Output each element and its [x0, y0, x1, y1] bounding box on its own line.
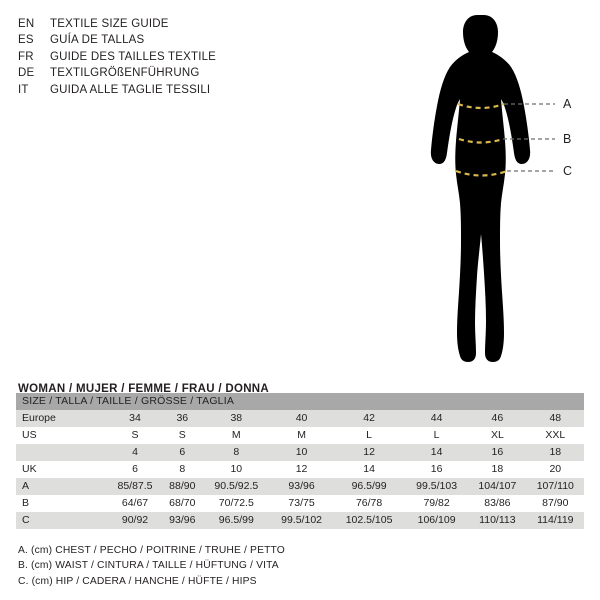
row-cell: 68/70 [169, 497, 196, 509]
language-row-de [18, 65, 348, 81]
body-silhouette-icon [431, 15, 530, 362]
row-cell: 114/119 [537, 514, 574, 526]
row-cell: 73/75 [288, 497, 315, 509]
language-row-en [18, 16, 348, 32]
language-title: TEXTILGRÖßENFÜHRUNG [50, 67, 200, 80]
row-cell: 110/113 [479, 514, 516, 526]
row-cell: 44 [430, 412, 443, 424]
size-table [16, 393, 584, 529]
row-cell: 85/87.5 [117, 480, 153, 492]
row-cell: 96.5/99 [351, 480, 387, 492]
marker-label-a: A [563, 97, 572, 111]
row-label [16, 444, 108, 461]
table-header-label: SIZE / TALLA / TAILLE / GRÖSSE / TAGLIA [22, 395, 235, 407]
row-cell: 48 [549, 412, 562, 424]
row-cell: 8 [179, 463, 186, 475]
language-code: EN [18, 18, 35, 30]
row-cell: 8 [233, 446, 240, 458]
row-cell: XXL [545, 429, 566, 441]
row-cell: 14 [363, 463, 375, 475]
row-cell: M [231, 429, 241, 441]
language-row-it [18, 82, 348, 98]
note-chest: A. (cm) CHEST / PECHO / POITRINE / TRUHE / PETTO [18, 545, 285, 556]
row-cell: 18 [549, 446, 562, 458]
size-table-wrapper [16, 393, 584, 529]
row-cell: 99.5/102 [281, 514, 322, 526]
table-row [16, 444, 584, 461]
row-cell: 42 [363, 412, 375, 424]
row-cell: 46 [491, 412, 504, 424]
note-waist: B. (cm) WAIST / CINTURA / TAILLE / HÜFTUNG / VITA [18, 560, 279, 572]
row-cell: 93/96 [169, 514, 196, 526]
female-silhouette-figure [400, 8, 590, 373]
row-label: Europe [22, 412, 56, 424]
row-cell: 12 [295, 463, 308, 475]
row-cell: 10 [230, 463, 243, 475]
row-cell: 106/109 [417, 514, 456, 526]
language-title: TEXTILE SIZE GUIDE [50, 18, 169, 30]
row-cell: 104/107 [478, 480, 517, 492]
row-cell: 14 [430, 446, 443, 458]
row-label: A [22, 480, 30, 492]
language-title: GUÍA DE TALLAS [50, 34, 145, 47]
row-cell: 16 [430, 463, 443, 475]
table-row [16, 495, 584, 512]
language-row-es [18, 32, 348, 48]
table-row [16, 461, 584, 478]
row-cell: 36 [176, 412, 189, 424]
language-title: GUIDE DES TAILLES TEXTILE [50, 50, 217, 63]
row-cell: L [433, 429, 440, 441]
row-cell: 96.5/99 [218, 514, 254, 526]
table-row [16, 410, 584, 427]
row-cell: 20 [549, 463, 562, 475]
row-cell: 83/86 [484, 497, 511, 509]
table-row [16, 427, 584, 444]
language-row-fr [18, 49, 348, 65]
row-cell: 93/96 [288, 480, 315, 492]
row-cell: S [131, 429, 139, 441]
row-cell: 64/67 [121, 497, 149, 509]
row-cell: 102.5/105 [345, 514, 393, 526]
row-cell: 4 [132, 446, 138, 458]
row-cell: 38 [230, 412, 243, 424]
row-cell: 90.5/92.5 [214, 480, 259, 492]
row-cell: 34 [129, 412, 141, 424]
row-cell: 40 [295, 412, 308, 424]
row-cell: S [178, 429, 186, 441]
marker-label-c: C [563, 164, 573, 178]
row-cell: XL [490, 429, 504, 441]
row-cell: 70/72.5 [218, 497, 254, 509]
language-code: IT [18, 83, 29, 96]
note-hip: C. (cm) HIP / CADERA / HANCHE / HÜFTE / HIPS [18, 575, 257, 587]
language-list [18, 16, 348, 98]
language-code: FR [18, 50, 34, 63]
row-cell: 12 [363, 446, 375, 458]
row-cell: 10 [295, 446, 308, 458]
row-cell: 99.5/103 [416, 480, 458, 492]
measurement-notes [18, 543, 285, 589]
marker-label-b: B [563, 132, 572, 146]
row-label: B [22, 497, 30, 509]
row-cell: 87/90 [542, 497, 569, 509]
table-row [16, 512, 584, 529]
row-cell: 6 [132, 463, 138, 475]
row-label: US [22, 429, 37, 441]
row-cell: 6 [179, 446, 186, 458]
language-code: ES [18, 34, 34, 47]
language-code: DE [18, 67, 35, 80]
row-cell: 16 [491, 446, 504, 458]
row-label: C [22, 514, 30, 526]
row-cell: 76/78 [355, 497, 383, 509]
row-cell: 79/82 [423, 497, 450, 509]
section-heading: WOMAN / MUJER / FEMME / FRAU / DONNA [18, 383, 270, 395]
row-cell: L [366, 429, 372, 441]
row-cell: 88/90 [169, 480, 196, 492]
row-cell: M [297, 429, 306, 441]
row-label: UK [22, 463, 37, 475]
table-header-row [16, 393, 584, 410]
row-cell: 107/110 [536, 480, 574, 492]
row-cell: 90/92 [121, 514, 149, 526]
language-title: GUIDA ALLE TAGLIE TESSILI [50, 83, 211, 96]
row-cell: 18 [491, 463, 504, 475]
table-row [16, 478, 584, 495]
